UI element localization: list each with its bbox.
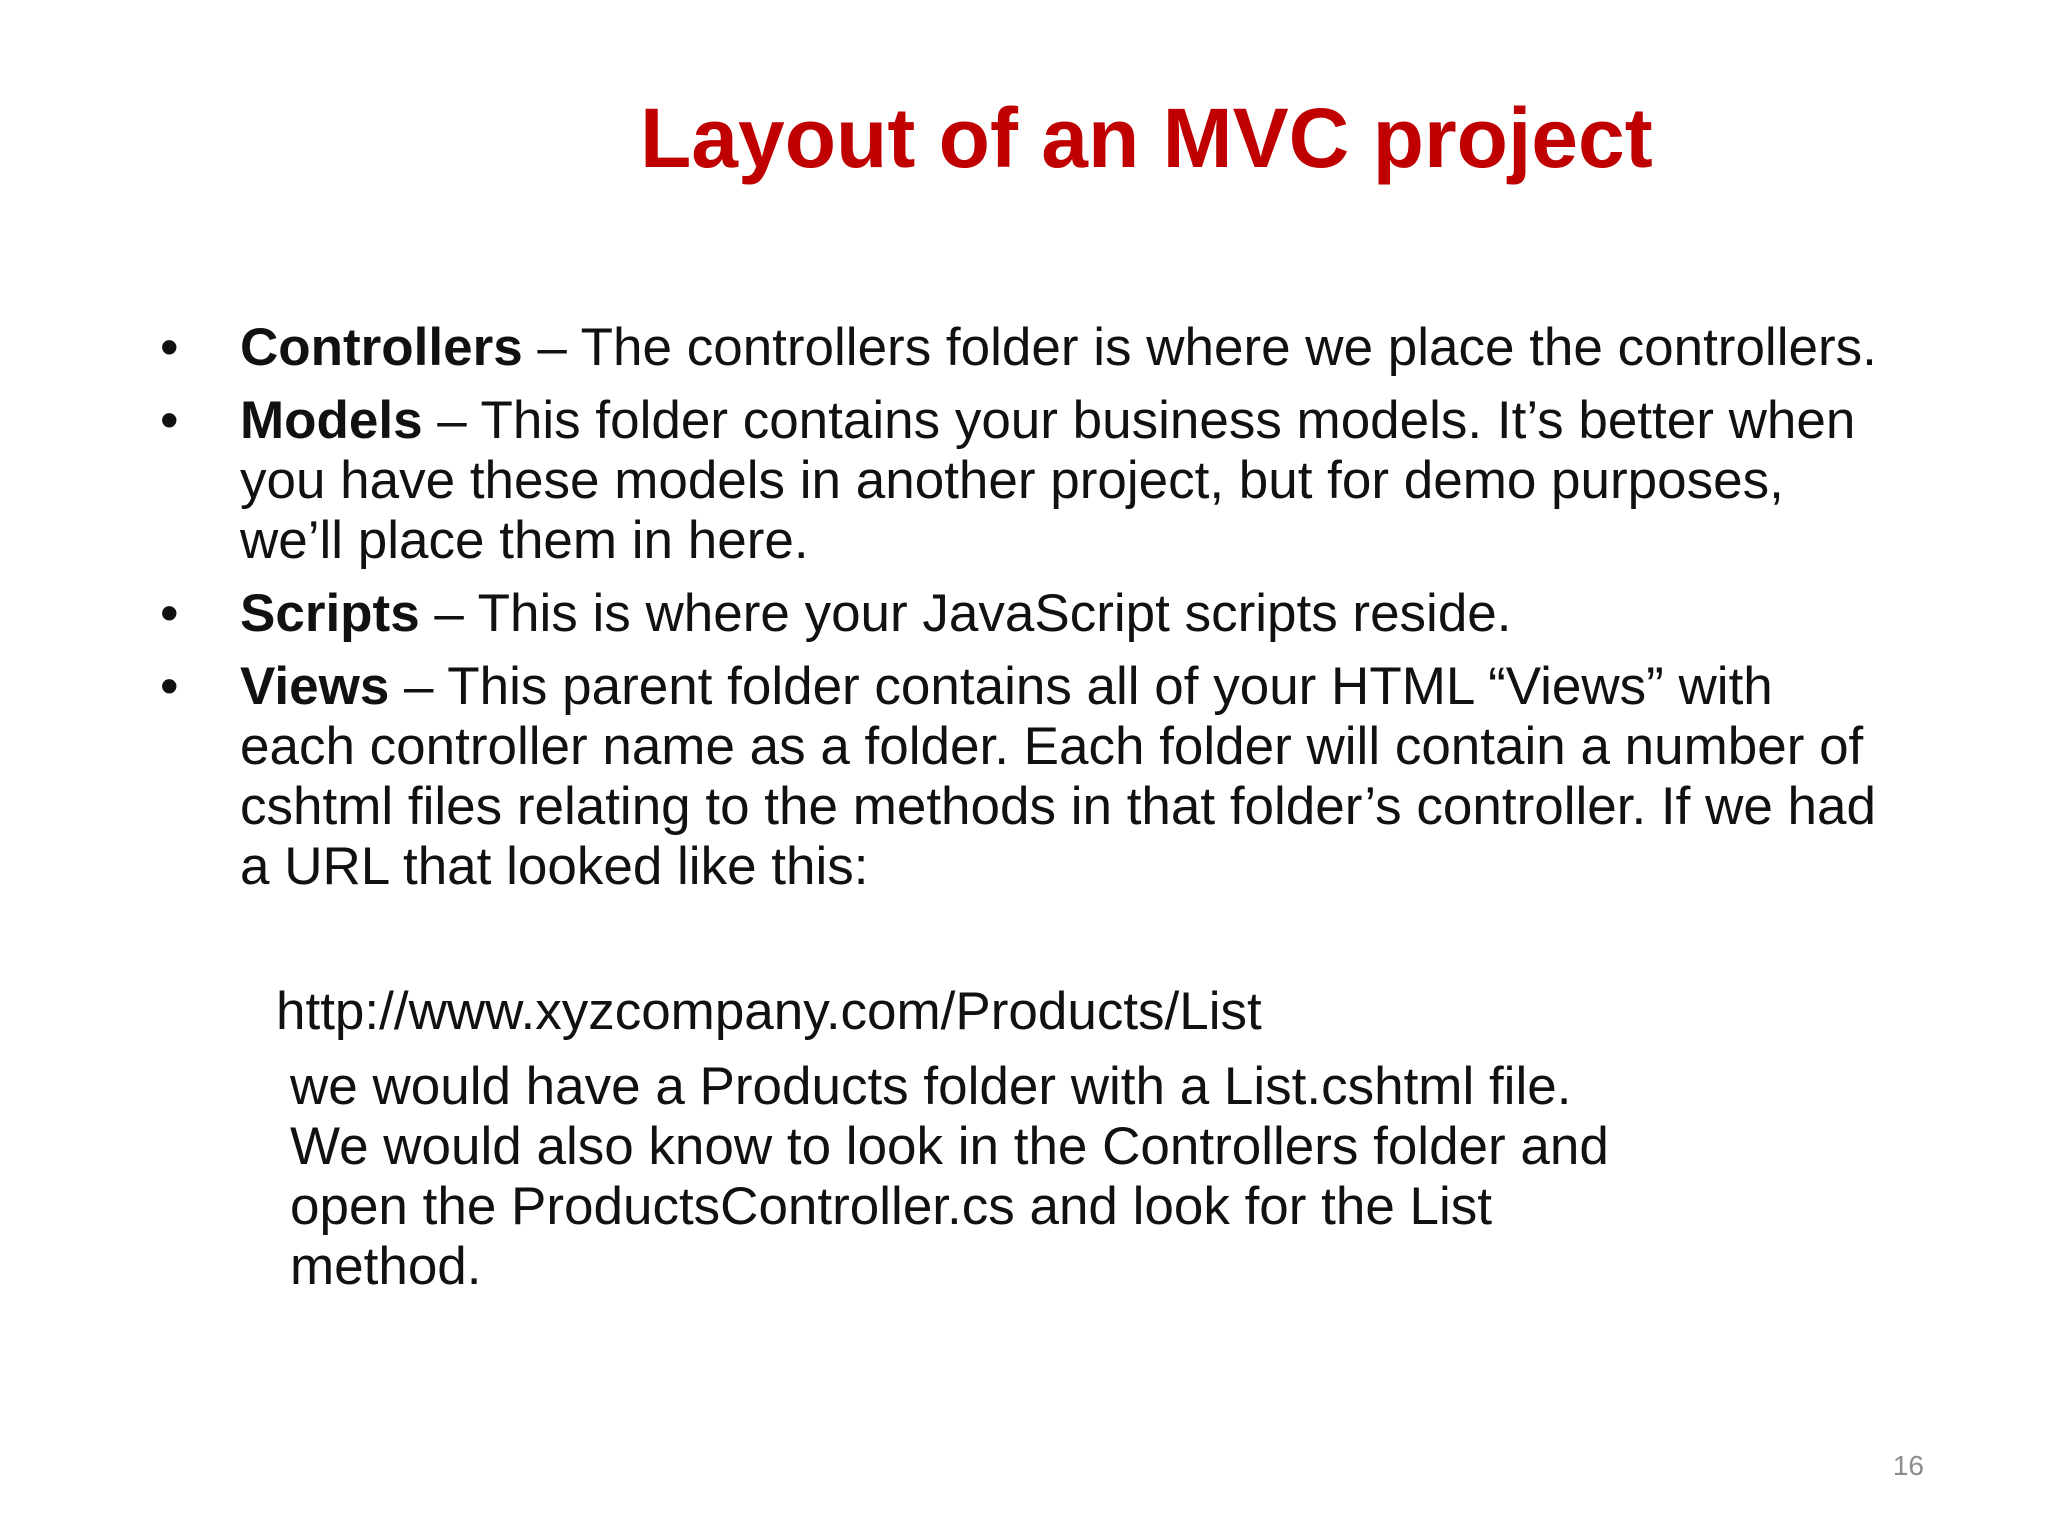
slide-title: Layout of an MVC project [640,91,1653,185]
bullet-term: Scripts [240,584,420,643]
bullet-icon: • [160,584,179,643]
url-example: http://www.xyzcompany.com/Products/List [276,982,1262,1041]
bullet-icon: • [160,391,179,450]
page-number: 16 [1892,1450,1924,1481]
bullet-term: Views [240,657,390,716]
bullet-text: – This parent folder contains all of your HTML “Views” with each controller name as a folder. Each folder will contain a number of cshtml files relating to the methods in that folder’s controller. If we had a URL that looked like this: [240,657,1876,896]
bullet-icon: • [160,657,179,716]
url-explanation [290,1057,1790,1297]
explanation-line: method. [290,1237,482,1296]
bullet-item-views [160,657,1900,897]
bullet-item-models [160,391,1900,571]
bullet-term: Models [240,391,423,450]
explanation-line: open the ProductsController.cs and look for the List [290,1177,1493,1236]
bullet-term: Controllers [240,318,523,377]
bullet-item-scripts [160,584,1900,644]
bullet-item-controllers [160,318,1900,378]
bullet-text: – This folder contains your business models. It’s better when you have these models in another project, but for demo purposes, we’ll place them in here. [240,391,1856,570]
explanation-line: We would also know to look in the Controllers folder and [290,1117,1609,1176]
bullet-text: – The controllers folder is where we place the controllers. [522,318,1877,377]
bullet-text: – This is where your JavaScript scripts reside. [419,584,1512,643]
explanation-line: we would have a Products folder with a List.cshtml file. [290,1057,1572,1116]
bullet-icon: • [160,318,179,377]
bullet-list [160,318,1900,910]
